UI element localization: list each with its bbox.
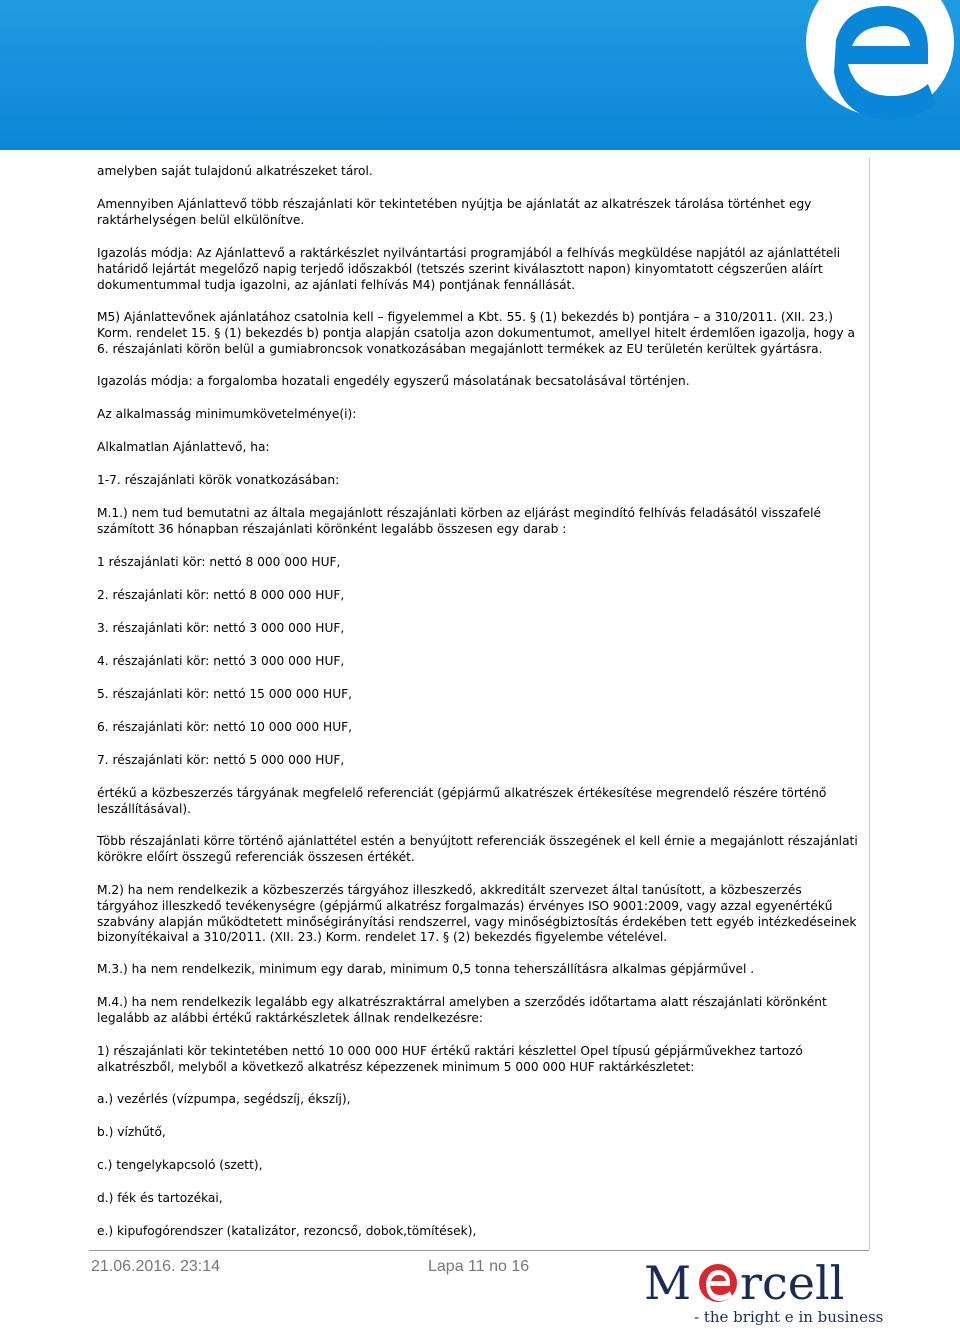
paragraph: 1) részajánlati kör tekintetében nettó 10 000 000 HUF értékű raktári készlettel Opel típusú gépjárművekhez tartozó alkatrészből, melyből a következő alkatrész képezzenek minimum 5 000 000 HUF raktárkészletet: <box>97 1044 803 1074</box>
paragraph: amelyben saját tulajdonú alkatrészeket tárol. <box>97 164 373 178</box>
footer-divider <box>89 1250 869 1251</box>
paragraph: M.4.) ha nem rendelkezik legalább egy alkatrészraktárral amelyben a szerződés időtartama alatt részajánlati körönként legalább az alábbi értékű raktárkészletek állnak rendelkezésre: <box>97 995 827 1025</box>
list-item: 3. részajánlati kör: nettó 3 000 000 HUF, <box>97 621 345 635</box>
paragraph: M.3.) ha nem rendelkezik, minimum egy darab, minimum 0,5 tonna teherszállításra alkalmas gépjárművel . <box>97 962 755 976</box>
list-item: a.) vezérlés (vízpumpa, segédszíj, ékszíj), <box>97 1092 351 1106</box>
paragraph: M.2) ha nem rendelkezik a közbeszerzés tárgyához illeszkedő, akkreditált szervezet által tanúsított, a közbeszerzés tárgyához illeszkedő tevékenységre (gépjármű alkatrész forgalmazás) érvényes ISO 9001:2009, vagy azzal egyenértékű szabvány alapján működtetett minőségirányítási rendszerrel, vagy minőségbiztosítás érdekében tett egyéb intézkedéseinek bizonyítékaival a 310/2011. (XII. 23.) Korm. rendelet 17. § (2) bekezdés figyelembe vételével. <box>97 883 857 945</box>
list-item: 2. részajánlati kör: nettó 8 000 000 HUF, <box>97 588 345 602</box>
paragraph: Az alkalmasság minimumkövetelménye(i): <box>97 407 357 421</box>
paragraph: Igazolás módja: Az Ajánlattevő a raktárkészlet nyilvántartási programjából a felhívás megküldése napjától az ajánlattételi határidő lejártát megelőző napig terjedő időszakból (tetszés szerint kiválasztott napon) kinyomtatott cégszerűen aláírt dokumentummal tudja igazolni, az ajánlati felhívás M4) pontjának fennállását. <box>97 246 841 292</box>
list-item: 7. részajánlati kör: nettó 5 000 000 HUF, <box>97 753 345 767</box>
list-item: 5. részajánlati kör: nettó 15 000 000 HUF, <box>97 687 353 701</box>
list-item: c.) tengelykapcsoló (szett), <box>97 1158 263 1172</box>
brand-tagline: - the bright e in business <box>694 1308 884 1326</box>
list-item: d.) fék és tartozékai, <box>97 1191 223 1205</box>
paragraph: 1-7. részajánlati körök vonatkozásában: <box>97 473 340 487</box>
paragraph: Amennyiben Ajánlattevő több részajánlati kör tekintetében nyújtja be ajánlatát az alkatrészek tárolása történhet egy raktárhelységen belül elkülönítve. <box>97 197 812 227</box>
list-item: 6. részajánlati kör: nettó 10 000 000 HUF, <box>97 720 353 734</box>
paragraph: Több részajánlati körre történő ajánlattétel estén a benyújtott referenciák összegének el kell érnie a megajánlott részajánlati körökre előírt összegű referenciák összesen értékét. <box>97 834 858 864</box>
paragraph: M5) Ajánlattevőnek ajánlatához csatolnia kell – figyelemmel a Kbt. 55. § (1) bekezdés b) pontjára – a 310/2011. (XII. 23.) Korm. rendelet 15. § (1) bekezdés b) pontja alapján csatolja azon dokumentumot, amellyel hitelt érdemlően igazolja, hogy a 6. részajánlati körön belül a gumiabroncsok vonatkozásában megajánlott termékek az EU területén kerültek gyártásra. <box>97 310 855 356</box>
paragraph: M.1.) nem tud bemutatni az általa megajánlott részajánlati körben az eljárást megindító felhívás feladásától visszafelé számított 36 hónapban részajánlati körönként legalább összesen egy darab : <box>97 506 822 536</box>
svg-text:M: M <box>644 1256 692 1310</box>
paragraph: értékű a közbeszerzés tárgyának megfelelő referenciát (gépjármű alkatrészek értékesítése megrendelő részére történő leszállításával). <box>97 786 827 816</box>
mercell-swirl-logo-icon <box>0 0 960 150</box>
svg-text:rcell: rcell <box>740 1256 845 1310</box>
list-item: e.) kipufogórendszer (katalizátor, rezoncső, dobok,tömítések), <box>97 1224 477 1238</box>
list-item: 4. részajánlati kör: nettó 3 000 000 HUF, <box>97 654 345 668</box>
paragraph: Alkalmatlan Ajánlattevő, ha: <box>97 440 270 454</box>
footer-date: 21.06.2016. 23:14 <box>91 1258 221 1275</box>
list-item: 1 részajánlati kör: nettó 8 000 000 HUF, <box>97 555 341 569</box>
list-item: b.) vízhűtő, <box>97 1125 166 1139</box>
footer-page-number: Lapa 11 no 16 <box>428 1258 530 1275</box>
paragraph: Igazolás módja: a forgalomba hozatali engedély egyszerű másolatának becsatolásával történjen. <box>97 374 690 388</box>
